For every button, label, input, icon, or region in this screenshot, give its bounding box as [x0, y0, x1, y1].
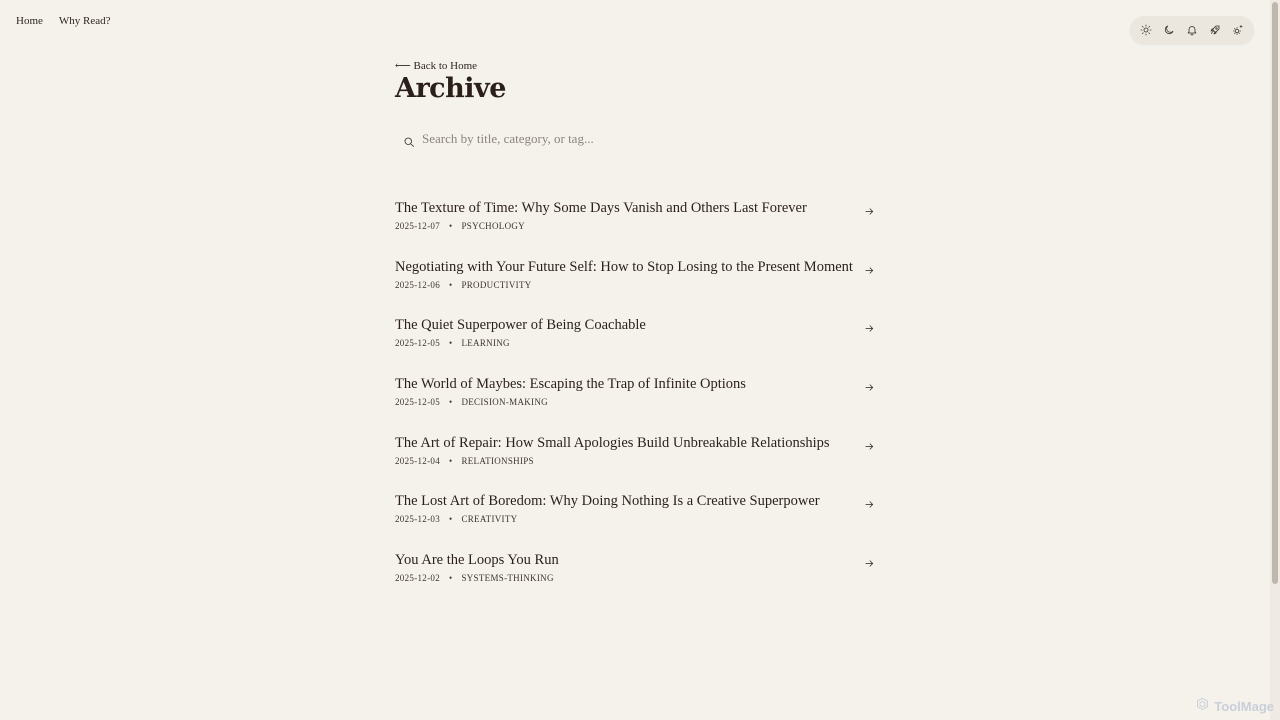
- meta-separator: •: [449, 514, 453, 525]
- watermark-text: ToolMage: [1214, 698, 1274, 714]
- page-scrollbar[interactable]: [1270, 0, 1280, 720]
- bell-icon[interactable]: [1183, 21, 1201, 39]
- nav-why-read-link[interactable]: Why Read?: [58, 15, 111, 27]
- arrow-right-icon[interactable]: [864, 319, 875, 330]
- post-meta: [395, 336, 880, 350]
- archive-item[interactable]: [395, 375, 880, 434]
- search-input[interactable]: [395, 124, 880, 154]
- archive-list: [395, 199, 880, 610]
- post-meta: [395, 219, 880, 233]
- post-category: SYSTEMS-THINKING: [461, 573, 554, 584]
- post-category: DECISION-MAKING: [461, 397, 548, 408]
- post-category: RELATIONSHIPS: [461, 455, 534, 466]
- meta-separator: •: [449, 279, 453, 290]
- arrow-right-icon[interactable]: [864, 495, 875, 506]
- arrow-right-icon[interactable]: [864, 378, 875, 389]
- arrow-right-icon[interactable]: [864, 202, 875, 213]
- sun-icon[interactable]: [1137, 21, 1155, 39]
- sparkle-sun-icon[interactable]: [1229, 21, 1247, 39]
- archive-item[interactable]: [395, 551, 880, 610]
- post-title[interactable]: You Are the Loops You Run: [395, 552, 559, 569]
- meta-separator: •: [449, 455, 453, 466]
- post-title[interactable]: The World of Maybes: Escaping the Trap of Infinite Options: [395, 376, 746, 393]
- post-title[interactable]: The Lost Art of Boredom: Why Doing Nothing Is a Creative Superpower: [395, 493, 820, 510]
- post-category: PRODUCTIVITY: [461, 279, 532, 290]
- back-to-home-link[interactable]: ⟵ Back to Home: [395, 60, 478, 72]
- watermark: [1195, 697, 1274, 715]
- archive-item[interactable]: [395, 492, 880, 551]
- meta-separator: •: [449, 573, 453, 584]
- moon-icon[interactable]: [1160, 21, 1178, 39]
- archive-item[interactable]: [395, 258, 880, 317]
- meta-separator: •: [449, 397, 453, 408]
- post-category: CREATIVITY: [461, 514, 518, 525]
- archive-item[interactable]: [395, 316, 880, 375]
- post-meta: [395, 571, 880, 585]
- meta-separator: •: [449, 338, 453, 349]
- search-icon: [403, 133, 415, 145]
- arrow-right-icon[interactable]: [864, 437, 875, 448]
- post-category: LEARNING: [461, 338, 510, 349]
- arrow-right-icon[interactable]: [864, 261, 875, 272]
- search-bar: [395, 124, 880, 154]
- post-date: 2025-12-04: [395, 455, 440, 466]
- toolmage-logo-icon: [1195, 697, 1210, 715]
- archive-main: [395, 54, 880, 584]
- archive-item[interactable]: [395, 434, 880, 493]
- post-meta: [395, 278, 880, 292]
- post-title[interactable]: The Art of Repair: How Small Apologies Build Unbreakable Relationships: [395, 434, 830, 451]
- meta-separator: •: [449, 221, 453, 231]
- post-title[interactable]: The Texture of Time: Why Some Days Vanish and Others Last Forever: [395, 200, 807, 216]
- rocket-icon[interactable]: [1206, 21, 1224, 39]
- scrollbar-thumb[interactable]: [1272, 2, 1278, 584]
- theme-switcher: [1130, 16, 1254, 44]
- post-date: 2025-12-07: [395, 221, 440, 231]
- post-date: 2025-12-06: [395, 279, 440, 290]
- top-nav: [16, 15, 111, 27]
- archive-item[interactable]: [395, 199, 880, 258]
- arrow-right-icon[interactable]: [864, 554, 875, 565]
- post-category: PSYCHOLOGY: [461, 221, 525, 231]
- nav-home-link[interactable]: Home: [16, 15, 43, 27]
- post-date: 2025-12-02: [395, 573, 440, 584]
- post-date: 2025-12-03: [395, 514, 440, 525]
- post-date: 2025-12-05: [395, 338, 440, 349]
- post-title[interactable]: The Quiet Superpower of Being Coachable: [395, 317, 646, 334]
- post-meta: [395, 512, 880, 526]
- post-date: 2025-12-05: [395, 397, 440, 408]
- post-meta: [395, 454, 880, 468]
- post-meta: [395, 395, 880, 409]
- post-title[interactable]: Negotiating with Your Future Self: How to Stop Losing to the Present Moment: [395, 258, 853, 275]
- page-title: Archive: [395, 73, 506, 104]
